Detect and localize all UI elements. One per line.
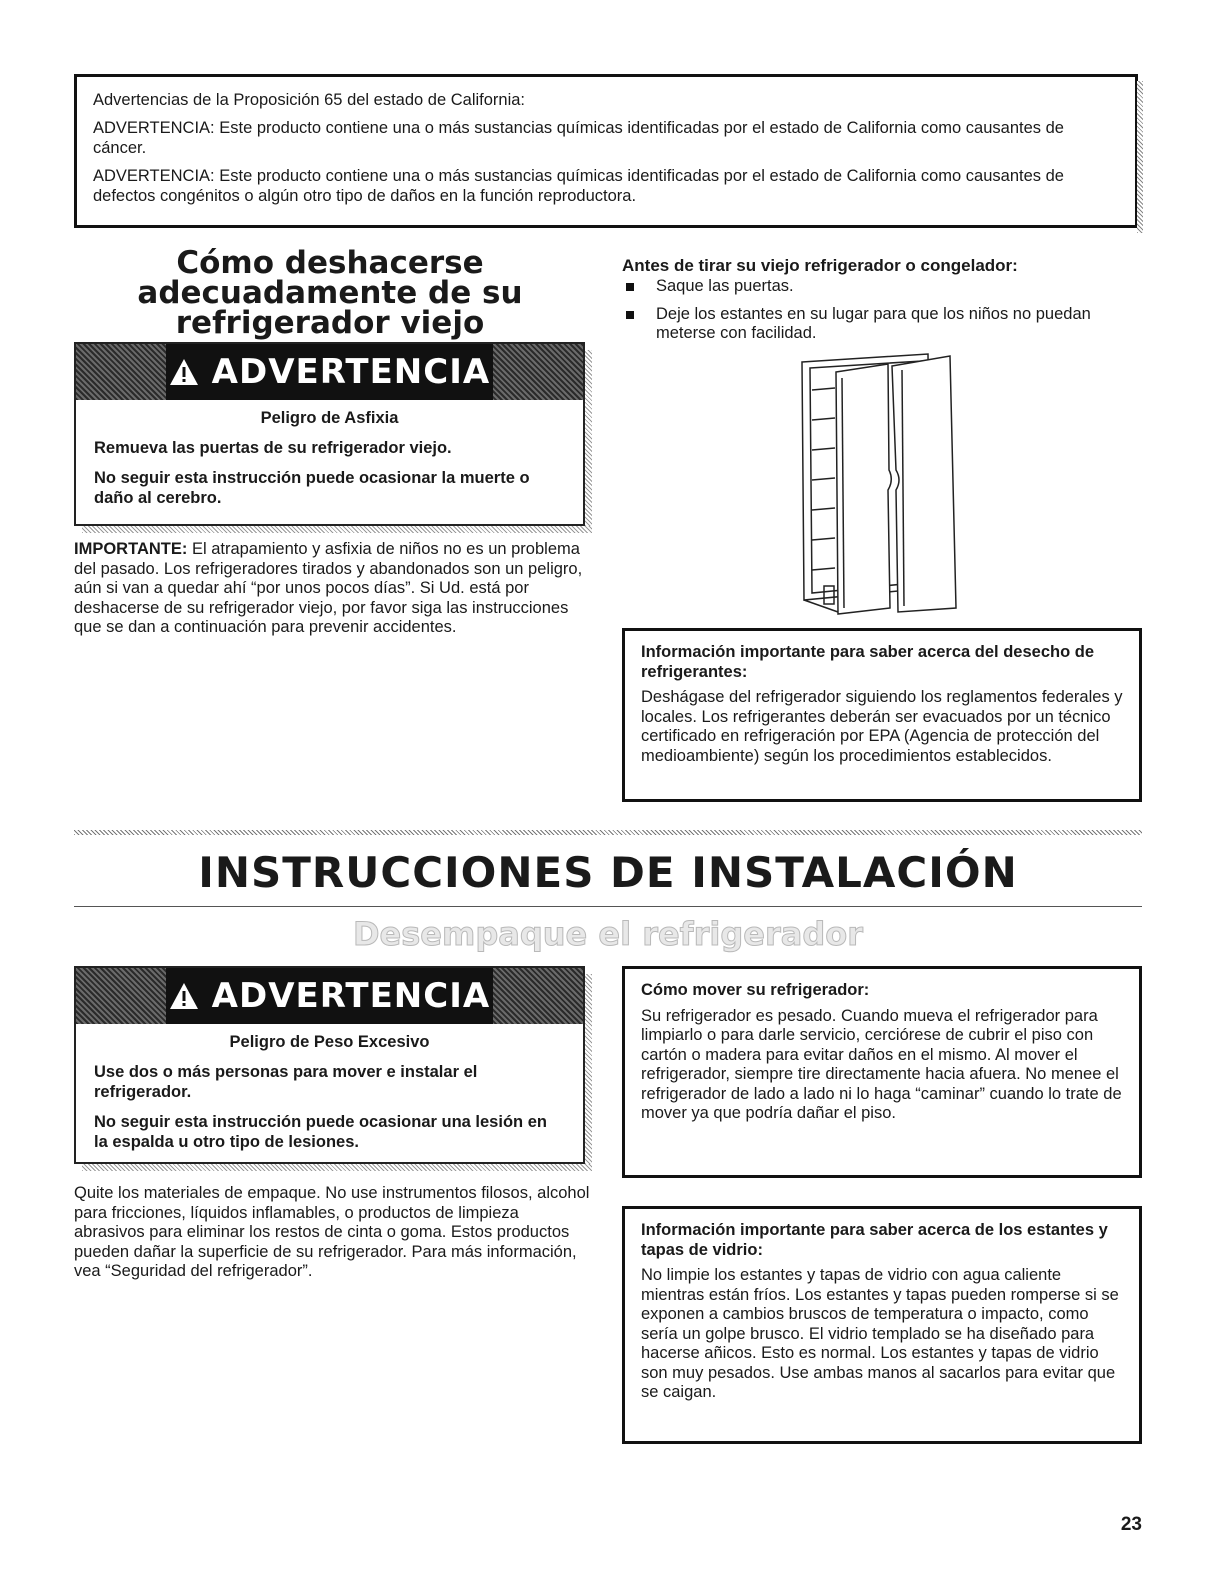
refrigerator-doors-removed-illustration [790, 350, 970, 615]
section-subtitle: Desempaque el refrigerador [352, 915, 863, 953]
refrigerant-heading: Información importante para saber acerca del desecho de refrigerantes: [641, 643, 1094, 681]
important-paragraph [74, 540, 594, 638]
prop65-warning-reproductive: ADVERTENCIA: Este producto contiene una o más sustancias químicas identificadas por el estado de California como causantes de defectos congénitos o algún otro tipo de daños en la función reproductora. [93, 167, 1064, 205]
box-shadow [82, 526, 592, 533]
unpack-paragraph: Quite los materiales de empaque. No use instrumentos filosos, alcohol para fricciones, líquidos inflamables, o productos de limpieza abrasivos para eliminar los restos de cinta o goma. Estos productos pueden dañar la superficie de su refrigerador. Para más información, vea “Seguridad del refrigerador”. [74, 1184, 590, 1280]
important-label: IMPORTANTE: [74, 540, 188, 558]
list-item: Saque las puertas. [622, 277, 1142, 297]
prop65-box [74, 74, 1138, 228]
warning-consequence: No seguir esta instrucción puede ocasionar la muerte o daño al cerebro. [94, 469, 530, 507]
warning-header [76, 968, 583, 1024]
section-title: INSTRUCCIONES DE INSTALACIÓN [198, 848, 1018, 897]
warning-label-text: ADVERTENCIA [211, 352, 491, 392]
box-shadow [585, 350, 592, 526]
warning-body [94, 408, 565, 518]
warning-instruction: Use dos o más personas para mover e instalar el refrigerador. [94, 1063, 478, 1101]
before-disposal-heading: Antes de tirar su viejo refrigerador o congelador: [622, 256, 1018, 275]
prop65-heading: Advertencias de la Proposición 65 del estado de California: [93, 91, 526, 109]
warning-triangle-icon [169, 976, 212, 1016]
warning-hazard: Peligro de Peso Excesivo [229, 1033, 430, 1051]
glass-heading: Información importante para saber acerca de los estantes y tapas de vidrio: [641, 1221, 1108, 1259]
warning-triangle-icon [169, 352, 212, 392]
refrigerant-text: Deshágase del refrigerador siguiendo los reglamentos federales y locales. Los refrigerantes deberán ser evacuados por un técnico certificado en refrigeración por EPA (Agencia de protección del medioambiente) según los procedimientos establecidos. [641, 688, 1123, 765]
moving-info-box [622, 966, 1142, 1178]
refrigerant-info-box [622, 628, 1142, 802]
warning-label [166, 344, 493, 400]
important-text: El atrapamiento y asfixia de niños no es un problema del pasado. Los refrigeradores tirados y abandonados son un peligro, aún si van a quedar ahí “por unos pocos días”. Si Ud. está por deshacerse de su refrigerador viejo, por favor siga las instrucciones que se dan a continuación para prevenir accidentes. [74, 540, 583, 636]
disposal-title: Cómo deshacerse adecuadamente de su refrigerador viejo [137, 245, 523, 341]
before-disposal-list [622, 277, 1142, 352]
glass-info-box [622, 1206, 1142, 1444]
moving-text: Su refrigerador es pesado. Cuando mueva el refrigerador para limpiarlo o para darle servicio, cerciórese de cubrir el piso con cartón o madera para evitar daños en el mismo. Al mover el refrigerador, siempre tire directamente hacia afuera. No menee el refrigerador de lado a lado ni lo haga “caminar” cuando lo trate de mover ya que podría dañar el piso. [641, 1006, 1122, 1122]
page-number: 23 [1120, 1514, 1142, 1535]
warning-header [76, 344, 583, 400]
moving-heading: Cómo mover su refrigerador: [641, 981, 870, 999]
list-item: Deje los estantes en su lugar para que los niños no puedan meterse con facilidad. [622, 305, 1142, 344]
warning-consequence: No seguir esta instrucción puede ocasionar una lesión en la espalda u otro tipo de lesiones. [94, 1113, 547, 1151]
warning-hazard: Peligro de Asfixia [260, 409, 399, 427]
section-divider [74, 830, 1142, 835]
warning-label-text: ADVERTENCIA [211, 976, 491, 1016]
warning-instruction: Remueva las puertas de su refrigerador viejo. [94, 439, 452, 457]
warning-label [166, 968, 493, 1024]
asphyxia-warning-box [74, 342, 585, 526]
warning-body [94, 1032, 565, 1162]
excess-weight-warning-box [74, 966, 585, 1164]
box-shadow [585, 974, 592, 1164]
section-rule [74, 906, 1142, 907]
box-shadow [82, 1164, 592, 1171]
glass-text: No limpie los estantes y tapas de vidrio con agua caliente mientras están fríos. Los estantes y tapas pueden romperse si se exponen a cambios bruscos de temperatura o impacto, como sería un golpe brusco. El vidrio templado se ha diseñado para hacerse añicos. Esto es normal. Los estantes y tapas de vidrio son muy pesados. Use ambas manos al sacarlos para evitar que se caigan. [641, 1266, 1119, 1401]
prop65-warning-cancer: ADVERTENCIA: Este producto contiene una o más sustancias químicas identificadas por el estado de California como causantes de cáncer. [93, 119, 1064, 157]
